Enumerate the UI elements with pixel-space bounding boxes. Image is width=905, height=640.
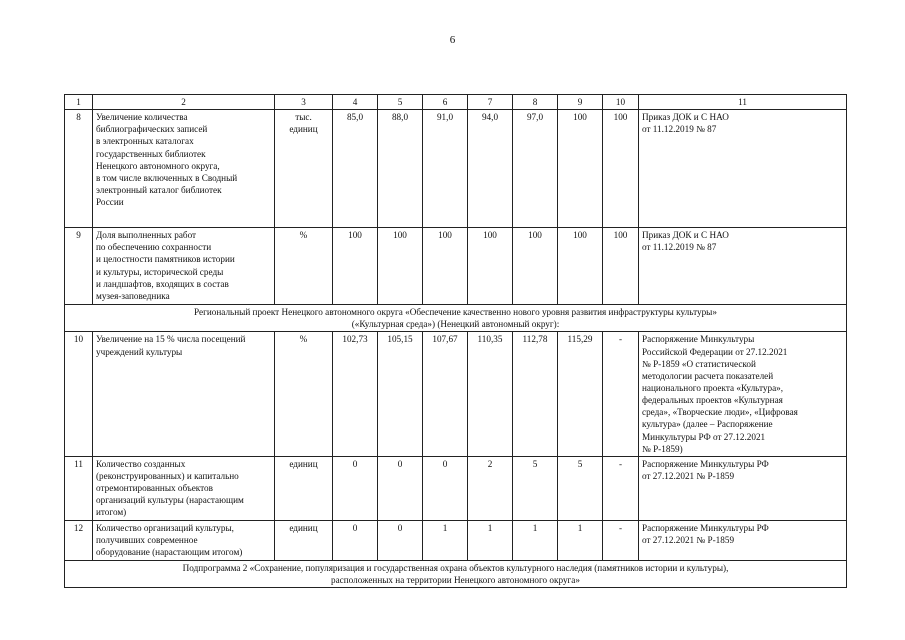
header-cell: 10	[603, 95, 639, 110]
value-cell: 115,29	[558, 332, 603, 456]
table-row	[65, 456, 847, 520]
header-cell: 8	[513, 95, 558, 110]
header-cell: 5	[378, 95, 423, 110]
value-cell: 0	[378, 520, 423, 560]
value-cell: 100	[603, 228, 639, 305]
value-cell: 0	[423, 456, 468, 520]
header-cell: 7	[468, 95, 513, 110]
header-cell: 9	[558, 95, 603, 110]
value-cell: 97,0	[513, 110, 558, 228]
value-cell: 100	[603, 110, 639, 228]
row-number: 11	[65, 456, 93, 520]
section-row	[65, 560, 847, 587]
value-cell: 105,15	[378, 332, 423, 456]
value-cell: 100	[423, 228, 468, 305]
header-cell: 6	[423, 95, 468, 110]
value-cell: 107,67	[423, 332, 468, 456]
header-cell: 1	[65, 95, 93, 110]
value-cell: 0	[378, 456, 423, 520]
value-cell: 94,0	[468, 110, 513, 228]
value-cell: -	[603, 332, 639, 456]
value-cell: 100	[378, 228, 423, 305]
unit: единиц	[275, 456, 333, 520]
unit: тыс. единиц	[275, 110, 333, 228]
row-number: 12	[65, 520, 93, 560]
indicator-name: Количество созданных (реконструированных) и капитально отремонтированных объектов организаций культуры (нарастающим итогом)	[93, 456, 275, 520]
value-cell: 2	[468, 456, 513, 520]
value-cell: 100	[558, 228, 603, 305]
page-number: 6	[449, 34, 456, 46]
value-cell: 1	[423, 520, 468, 560]
source-document: Распоряжение Минкультуры РФ от 27.12.2021 № Р-1859	[639, 520, 847, 560]
source-document: Распоряжение Минкультуры РФ от 27.12.2021 № Р-1859	[639, 456, 847, 520]
value-cell: 0	[333, 520, 378, 560]
source-document: Распоряжение Минкультуры Российской Федерации от 27.12.2021 № Р-1859 «О статистической методологии расчета показателей национального проекта «Культура», федеральных проектов «Культурная среда», «Творческие люди», «Цифровая культура» (далее – Распоряжение Минкультуры РФ от 27.12.2021 № Р-1859)	[639, 332, 847, 456]
header-row	[65, 95, 847, 110]
table-row	[65, 332, 847, 456]
indicator-name: Доля выполненных работ по обеспечению сохранности и целостности памятников истории и культуры, исторической среды и ландшафтов, входящих в состав музея-заповедника	[93, 228, 275, 305]
section-row	[65, 305, 847, 332]
unit: единиц	[275, 520, 333, 560]
table-row	[65, 520, 847, 560]
value-cell: 102,73	[333, 332, 378, 456]
value-cell: 1	[558, 520, 603, 560]
row-number: 10	[65, 332, 93, 456]
unit: %	[275, 332, 333, 456]
value-cell: 1	[513, 520, 558, 560]
value-cell: 91,0	[423, 110, 468, 228]
value-cell: 100	[333, 228, 378, 305]
value-cell: 100	[468, 228, 513, 305]
source-document: Приказ ДОК и С НАО от 11.12.2019 № 87	[639, 110, 847, 228]
value-cell: 100	[558, 110, 603, 228]
value-cell: -	[603, 456, 639, 520]
row-number: 9	[65, 228, 93, 305]
indicator-name: Количество организаций культуры, получивших современное оборудование (нарастающим итогом)	[93, 520, 275, 560]
header-cell: 3	[275, 95, 333, 110]
section-heading: Региональный проект Ненецкого автономного округа «Обеспечение качественно нового уровня развития инфраструктуры культуры» («Культурная среда») (Ненецкий автономный округ):	[65, 305, 847, 332]
header-cell: 2	[93, 95, 275, 110]
table-row	[65, 228, 847, 305]
value-cell: -	[603, 520, 639, 560]
value-cell: 5	[558, 456, 603, 520]
header-cell: 11	[639, 95, 847, 110]
value-cell: 1	[468, 520, 513, 560]
value-cell: 110,35	[468, 332, 513, 456]
value-cell: 85,0	[333, 110, 378, 228]
row-number: 8	[65, 110, 93, 228]
source-document: Приказ ДОК и С НАО от 11.12.2019 № 87	[639, 228, 847, 305]
indicator-name: Увеличение на 15 % числа посещений учреждений культуры	[93, 332, 275, 456]
value-cell: 5	[513, 456, 558, 520]
value-cell: 88,0	[378, 110, 423, 228]
indicator-name: Увеличение количества библиографических записей в электронных каталогах государственных библиотек Ненецкого автономного округа, в том числе включенных в Сводный электронный каталог библиотек России	[93, 110, 275, 228]
section-heading: Подпрограмма 2 «Сохранение, популяризация и государственная охрана объектов культурного наследия (памятников истории и культуры), расположенных на территории Ненецкого автономного округа»	[65, 560, 847, 587]
value-cell: 0	[333, 456, 378, 520]
value-cell: 100	[513, 228, 558, 305]
indicators-table	[64, 94, 847, 588]
unit: %	[275, 228, 333, 305]
header-cell: 4	[333, 95, 378, 110]
table-row	[65, 110, 847, 228]
value-cell: 112,78	[513, 332, 558, 456]
